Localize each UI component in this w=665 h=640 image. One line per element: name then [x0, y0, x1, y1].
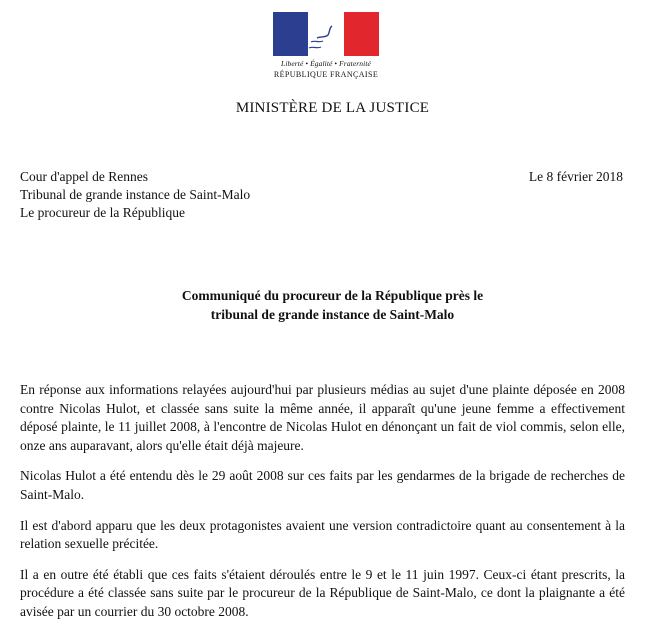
sender-line-tribunal: Tribunal de grande instance de Saint-Malo: [20, 187, 251, 202]
logo-motto: Liberté • Égalité • Fraternité: [281, 59, 371, 68]
ministry-title: MINISTÈRE DE LA JUSTICE: [235, 100, 430, 116]
communique-body: [20, 381, 625, 634]
subject-line-2: tribunal de grande instance de Saint-Malo: [210, 307, 455, 322]
sender-line-prosecutor: Le procureur de la République: [20, 205, 185, 220]
body-paragraph: Il a en outre été établi que ces faits s'étaient déroulés entre le 9 et le 11 juin 1997. Ceux-ci étant prescrits, la procédure a été classée sans suite par le procureur de la République de Saint-Malo, ce dont la plaignante a été avisée par un courrier du 30 octobre 2008.: [20, 566, 625, 619]
subject-line-1: Communiqué du procureur de la République près le: [181, 288, 484, 303]
body-paragraph: En réponse aux informations relayées aujourd'hui par plusieurs médias au sujet d'une plainte déposée en 2008 contre Nicolas Hulot, et classée sans suite la même année, il apparaît qu'une jeune femme a effectivement déposé plainte, le 11 juillet 2008, à l'encontre de Nicolas Hulot en dénonçant un fait de viol commis, selon elle, onze ans auparavant, alors qu'elle était déjà majeure.: [20, 382, 625, 453]
marianne-logo: [272, 12, 380, 84]
logo-republic-name: RÉPUBLIQUE FRANÇAISE: [273, 70, 379, 79]
subject-heading: [0, 286, 665, 324]
marianne-profile-icon: [273, 12, 379, 56]
body-paragraph: Nicolas Hulot a été entendu dès le 29 août 2008 sur ces faits par les gendarmes de la brigade de recherches de Saint-Malo.: [20, 468, 625, 502]
sender-block: [20, 168, 250, 222]
body-paragraph: Il est d'abord apparu que les deux protagonistes avaient une version contradictoire quant au consentement à la relation sexuelle précitée.: [20, 517, 625, 552]
document-date: Le 8 février 2018: [528, 169, 623, 184]
sender-line-court: Cour d'appel de Rennes: [20, 169, 149, 184]
french-flag-icon: [273, 12, 379, 56]
